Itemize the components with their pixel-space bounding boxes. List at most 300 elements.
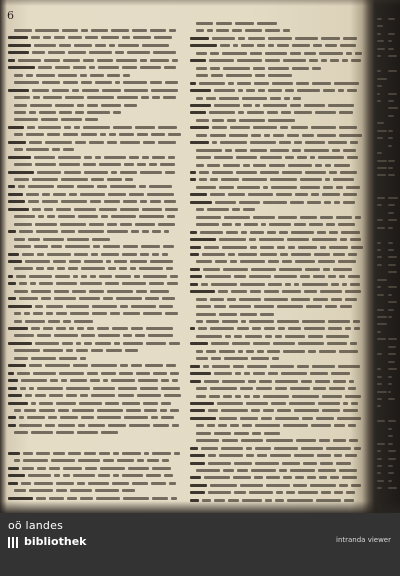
illegible-word: [84, 171, 108, 174]
illegible-text-line: [196, 296, 360, 300]
illegible-word: [85, 36, 98, 39]
illegible-word: [54, 474, 61, 477]
illegible-word: [196, 424, 204, 427]
illegible-word: [338, 260, 357, 263]
illegible-word: [338, 89, 344, 92]
illegible-word: [228, 193, 246, 196]
illegible-word: [35, 305, 43, 308]
illegible-word: [97, 327, 109, 330]
illegible-word: [345, 327, 352, 330]
illegible-word: [263, 395, 289, 398]
illegible-word: [37, 467, 45, 470]
illegible-word: [68, 51, 86, 54]
illegible-word: [349, 380, 354, 383]
illegible-word: [43, 238, 64, 241]
illegible-word: [80, 497, 93, 500]
illegible-word: [302, 134, 314, 137]
facing-page-text-mark: [377, 174, 386, 176]
illegible-word: [190, 89, 211, 92]
illegible-word: [163, 96, 176, 99]
illegible-word: [287, 134, 299, 137]
illegible-word: [8, 497, 33, 500]
illegible-word: [166, 364, 176, 367]
illegible-text-line: [14, 288, 172, 292]
illegible-word: [196, 223, 219, 226]
illegible-word: [64, 171, 80, 174]
illegible-word: [14, 267, 33, 270]
illegible-word: [196, 357, 208, 360]
illegible-word: [237, 186, 260, 189]
illegible-word: [263, 201, 287, 204]
illegible-word: [190, 238, 216, 241]
illegible-word: [265, 59, 280, 62]
illegible-text-line: [8, 206, 181, 210]
illegible-word: [239, 119, 266, 122]
illegible-word: [81, 29, 88, 32]
illegible-word: [196, 298, 207, 301]
illegible-word: [196, 22, 213, 25]
illegible-word: [190, 365, 200, 368]
illegible-word: [38, 215, 45, 218]
illegible-word: [137, 459, 144, 462]
illegible-word: [72, 290, 86, 293]
illegible-word: [230, 126, 250, 129]
illegible-word: [60, 223, 86, 226]
illegible-word: [74, 320, 93, 323]
illegible-word: [300, 216, 317, 219]
illegible-word: [334, 82, 359, 85]
illegible-word: [35, 394, 46, 397]
illegible-word: [291, 126, 308, 129]
illegible-word: [209, 59, 234, 62]
illegible-word: [237, 469, 249, 472]
illegible-word: [59, 163, 80, 166]
illegible-word: [313, 44, 323, 47]
illegible-text-line: [8, 251, 171, 255]
facing-page-text-mark: [377, 420, 385, 422]
viewer-name-link[interactable]: intranda viewer: [336, 536, 391, 544]
illegible-word: [58, 424, 76, 427]
illegible-word: [165, 208, 178, 211]
facing-page-text-mark: [377, 204, 382, 206]
illegible-word: [282, 290, 301, 293]
illegible-word: [196, 149, 222, 152]
illegible-word: [25, 394, 33, 397]
illegible-word: [35, 163, 57, 166]
illegible-word: [339, 275, 345, 278]
illegible-word: [14, 334, 34, 337]
illegible-word: [110, 312, 120, 315]
illegible-text-line: [14, 131, 184, 135]
illegible-word: [324, 201, 331, 204]
illegible-word: [312, 82, 331, 85]
illegible-word: [271, 186, 297, 189]
illegible-word: [278, 216, 297, 219]
illegible-word: [290, 201, 304, 204]
illegible-text-line: [190, 378, 357, 382]
illegible-word: [263, 409, 275, 412]
illegible-word: [290, 469, 316, 472]
illegible-word: [143, 312, 162, 315]
illegible-word: [81, 275, 87, 278]
facing-page-text-mark: [388, 227, 393, 229]
illegible-text-line: [8, 480, 179, 484]
illegible-word: [91, 29, 108, 32]
illegible-word: [247, 111, 264, 114]
illegible-word: [229, 134, 248, 137]
illegible-word: [119, 267, 127, 270]
illegible-word: [8, 126, 24, 129]
illegible-word: [220, 44, 230, 47]
illegible-word: [158, 223, 175, 226]
illegible-word: [341, 231, 360, 234]
illegible-word: [8, 327, 28, 330]
illegible-word: [8, 416, 16, 419]
illegible-word: [53, 193, 66, 196]
illegible-text-line: [14, 102, 140, 106]
illegible-word: [246, 402, 269, 405]
illegible-word: [222, 246, 248, 249]
illegible-text-line: [14, 213, 178, 217]
illegible-word: [345, 454, 357, 457]
illegible-word: [77, 482, 85, 485]
facing-page-text-mark: [377, 286, 381, 288]
illegible-word: [117, 459, 135, 462]
illegible-word: [152, 467, 171, 470]
illegible-word: [350, 342, 357, 345]
illegible-word: [210, 298, 224, 301]
illegible-word: [49, 497, 64, 500]
illegible-word: [210, 178, 218, 181]
facing-page-text-mark: [388, 271, 397, 273]
illegible-word: [350, 238, 361, 241]
illegible-word: [25, 260, 50, 263]
illegible-word: [26, 193, 39, 196]
library-logo[interactable]: [8, 519, 98, 557]
illegible-word: [56, 482, 74, 485]
illegible-word: [47, 253, 72, 256]
illegible-word: [294, 223, 306, 226]
illegible-word: [240, 484, 264, 487]
illegible-word: [231, 290, 248, 293]
illegible-word: [202, 499, 211, 502]
illegible-word: [166, 267, 174, 270]
illegible-word: [323, 89, 335, 92]
illegible-word: [190, 246, 201, 249]
illegible-text-line: [190, 363, 363, 367]
illegible-text-line: [196, 393, 364, 397]
illegible-word: [56, 282, 78, 285]
illegible-word: [241, 231, 246, 234]
illegible-word: [205, 275, 232, 278]
facing-page-text-mark: [388, 458, 396, 460]
illegible-word: [268, 89, 283, 92]
illegible-word: [246, 350, 254, 353]
illegible-word: [77, 431, 98, 434]
illegible-word: [331, 283, 338, 286]
facing-page-text-mark: [377, 487, 382, 489]
illegible-word: [8, 467, 19, 470]
illegible-word: [289, 402, 315, 405]
illegible-word: [277, 409, 291, 412]
illegible-word: [101, 36, 119, 39]
illegible-word: [58, 74, 77, 77]
illegible-word: [331, 372, 350, 375]
illegible-word: [339, 111, 353, 114]
facing-page-text-mark: [377, 219, 383, 221]
illegible-word: [263, 104, 286, 107]
illegible-word: [312, 365, 334, 368]
facing-page-text-mark: [377, 152, 382, 154]
illegible-word: [220, 141, 247, 144]
illegible-word: [26, 74, 34, 77]
facing-page-text-mark: [388, 48, 394, 50]
illegible-word: [152, 253, 158, 256]
illegible-word: [339, 350, 358, 353]
illegible-word: [287, 238, 309, 241]
illegible-word: [63, 59, 80, 62]
illegible-word: [208, 454, 216, 457]
illegible-word: [104, 156, 125, 159]
illegible-word: [8, 379, 18, 382]
illegible-word: [295, 193, 308, 196]
illegible-word: [282, 171, 302, 174]
illegible-word: [292, 67, 310, 70]
illegible-word: [99, 275, 112, 278]
illegible-word: [75, 111, 84, 114]
illegible-word: [333, 178, 354, 181]
illegible-word: [105, 282, 119, 285]
illegible-word: [321, 59, 327, 62]
facing-page-text-mark: [388, 93, 397, 95]
illegible-word: [190, 37, 209, 40]
illegible-text-line: [14, 116, 101, 120]
illegible-word: [196, 469, 220, 472]
illegible-word: [238, 37, 245, 40]
illegible-word: [304, 327, 326, 330]
illegible-word: [190, 327, 195, 330]
illegible-text-line: [14, 79, 181, 83]
illegible-word: [318, 156, 344, 159]
illegible-word: [190, 178, 196, 181]
illegible-word: [8, 89, 29, 92]
illegible-word: [14, 29, 32, 32]
illegible-word: [131, 364, 141, 367]
illegible-word: [276, 193, 292, 196]
illegible-word: [81, 267, 105, 270]
illegible-text-line: [190, 102, 357, 106]
illegible-word: [46, 305, 62, 308]
facing-page-text-mark: [377, 78, 387, 80]
illegible-word: [72, 89, 79, 92]
illegible-word: [53, 452, 66, 455]
illegible-word: [56, 312, 68, 315]
facing-page-text-mark: [388, 376, 392, 378]
illegible-word: [29, 387, 34, 390]
illegible-word: [232, 208, 241, 211]
facing-page-text-mark: [377, 85, 382, 87]
illegible-word: [265, 499, 272, 502]
illegible-word: [35, 223, 57, 226]
illegible-word: [164, 230, 169, 233]
illegible-word: [84, 342, 92, 345]
illegible-word: [90, 200, 102, 203]
illegible-text-line: [14, 265, 176, 269]
illegible-word: [172, 379, 178, 382]
illegible-word: [250, 52, 263, 55]
illegible-word: [92, 238, 110, 241]
illegible-word: [38, 66, 52, 69]
facing-page-text-mark: [377, 480, 384, 482]
facing-page-text-mark: [388, 361, 395, 363]
illegible-word: [253, 342, 270, 345]
illegible-word: [319, 476, 328, 479]
illegible-word: [294, 409, 318, 412]
illegible-word: [236, 156, 257, 159]
illegible-word: [226, 231, 238, 234]
illegible-word: [325, 44, 337, 47]
illegible-word: [14, 489, 26, 492]
illegible-word: [14, 320, 22, 323]
illegible-word: [61, 118, 81, 121]
illegible-word: [330, 476, 338, 479]
illegible-word: [204, 380, 219, 383]
illegible-word: [214, 89, 236, 92]
illegible-word: [196, 305, 211, 308]
illegible-word: [17, 372, 30, 375]
illegible-word: [302, 283, 328, 286]
illegible-word: [114, 342, 120, 345]
illegible-word: [190, 82, 196, 85]
illegible-word: [89, 66, 95, 69]
illegible-word: [286, 491, 296, 494]
illegible-text-line: [190, 35, 360, 39]
illegible-word: [305, 171, 326, 174]
illegible-word: [105, 402, 118, 405]
illegible-word: [290, 104, 302, 107]
illegible-word: [14, 459, 20, 462]
illegible-word: [344, 499, 354, 502]
illegible-text-line: [196, 318, 363, 322]
illegible-word: [238, 111, 244, 114]
illegible-word: [200, 231, 223, 234]
illegible-word: [8, 171, 34, 174]
illegible-text-line: [190, 266, 355, 270]
illegible-word: [63, 320, 72, 323]
illegible-word: [219, 186, 234, 189]
illegible-word: [52, 148, 60, 151]
illegible-word: [343, 149, 356, 152]
illegible-text-line: [190, 139, 361, 143]
illegible-word: [167, 215, 175, 218]
illegible-word: [8, 364, 26, 367]
illegible-word: [37, 334, 51, 337]
facing-page-text-mark: [377, 398, 382, 400]
illegible-word: [219, 313, 237, 316]
illegible-word: [123, 200, 137, 203]
illegible-word: [84, 156, 91, 159]
illegible-word: [332, 149, 340, 152]
illegible-word: [232, 342, 250, 345]
illegible-word: [42, 193, 50, 196]
illegible-word: [196, 29, 204, 32]
illegible-word: [47, 267, 54, 270]
illegible-word: [27, 416, 44, 419]
illegible-text-line: [8, 450, 183, 454]
illegible-word: [260, 171, 279, 174]
illegible-word: [190, 491, 205, 494]
illegible-word: [108, 424, 126, 427]
illegible-word: [123, 497, 149, 500]
illegible-word: [124, 104, 137, 107]
facing-page-text-mark: [388, 435, 393, 437]
illegible-word: [99, 163, 121, 166]
illegible-word: [78, 424, 85, 427]
illegible-word: [190, 402, 214, 405]
illegible-word: [212, 365, 230, 368]
illegible-word: [211, 283, 237, 286]
illegible-word: [66, 305, 90, 308]
facing-page-text-mark: [388, 368, 397, 370]
illegible-word: [14, 96, 30, 99]
illegible-word: [26, 148, 49, 151]
illegible-word: [167, 282, 178, 285]
illegible-word: [43, 349, 62, 352]
illegible-word: [112, 327, 128, 330]
illegible-word: [319, 350, 336, 353]
illegible-word: [264, 134, 270, 137]
illegible-word: [307, 201, 322, 204]
illegible-word: [103, 297, 112, 300]
illegible-word: [211, 74, 223, 77]
illegible-word: [106, 260, 111, 263]
illegible-word: [95, 81, 111, 84]
illegible-word: [304, 104, 325, 107]
illegible-word: [235, 149, 247, 152]
illegible-word: [285, 283, 291, 286]
illegible-word: [310, 156, 316, 159]
illegible-word: [107, 290, 133, 293]
illegible-word: [61, 178, 88, 181]
illegible-word: [196, 74, 208, 77]
illegible-word: [250, 246, 257, 249]
illegible-word: [261, 223, 266, 226]
illegible-word: [349, 439, 357, 442]
illegible-word: [258, 89, 265, 92]
illegible-word: [68, 452, 81, 455]
illegible-word: [31, 327, 40, 330]
illegible-word: [151, 416, 158, 419]
illegible-word: [69, 327, 74, 330]
illegible-word: [255, 104, 260, 107]
illegible-word: [145, 297, 159, 300]
illegible-word: [304, 149, 329, 152]
illegible-word: [215, 201, 235, 204]
illegible-word: [208, 409, 218, 412]
illegible-word: [219, 350, 234, 353]
illegible-word: [272, 357, 279, 360]
illegible-word: [63, 148, 75, 151]
illegible-word: [318, 402, 340, 405]
illegible-word: [223, 395, 233, 398]
illegible-word: [328, 275, 336, 278]
illegible-text-line: [190, 124, 360, 128]
illegible-word: [228, 253, 235, 256]
illegible-word: [46, 312, 52, 315]
illegible-word: [218, 424, 228, 427]
illegible-word: [353, 320, 360, 323]
illegible-word: [342, 476, 358, 479]
